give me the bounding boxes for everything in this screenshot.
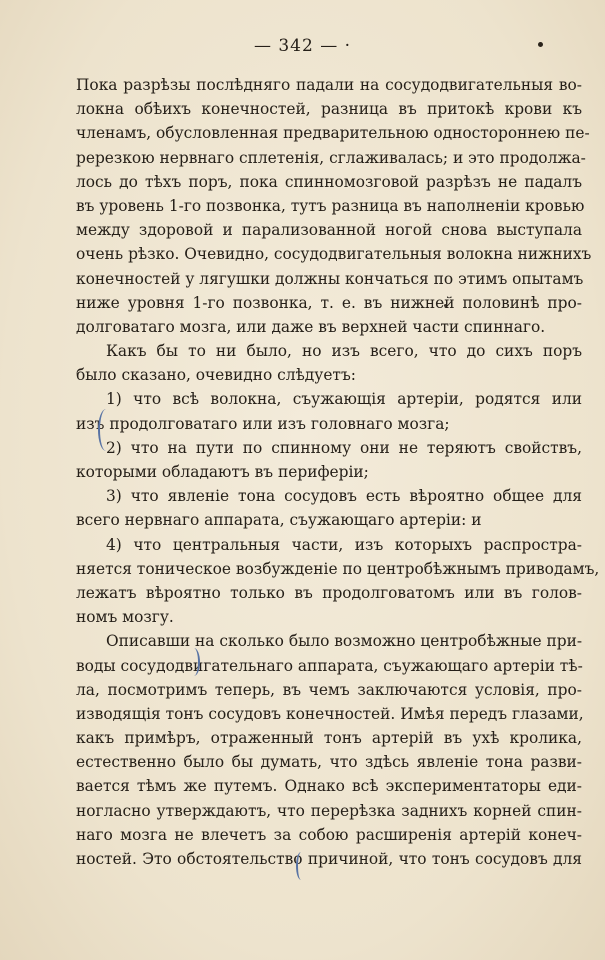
text-line: ностей. Это обстоятельство причиной, что тонъ сосудовъ для	[76, 850, 582, 868]
text-line: воды сосудодвигательнаго аппарата, съужающаго артеріи тѣ-	[76, 656, 583, 675]
text-line: изводящія тонъ сосудовъ конечностей. Имѣя передъ глазами,	[76, 704, 584, 723]
list-item: 4) что центральныя части, изъ которыхъ распростра-	[106, 535, 582, 554]
page-number: — 342 — ·	[253, 36, 352, 56]
text-line: очень рѣзко. Очевидно, сосудодвигательныя волокна нижнихъ	[76, 245, 592, 264]
list-item: 1) что всѣ волокна, съужающія артеріи, родятся или	[106, 390, 582, 409]
text-line: локна обѣихъ конечностей, разница въ притокѣ крови къ	[76, 100, 582, 119]
ink-speck	[538, 42, 543, 47]
text-line: изъ продолговатаго или изъ головнаго мозга;	[76, 414, 450, 433]
text-line: номъ мозгу.	[76, 608, 174, 627]
text-line: какъ примѣръ, отраженный тонъ артерій въ ухѣ кролика,	[76, 729, 582, 748]
text-line: въ уровень 1-го позвонка, тутъ разница въ наполненіи кровью	[76, 196, 585, 215]
text-line: членамъ, обусловленная предварительною одностороннею пе-	[76, 124, 590, 143]
text-line: ла, посмотримъ теперь, въ чемъ заключаются условія, про-	[76, 680, 582, 699]
text-line: долговатаго мозга, или даже въ верхней части спиннаго.	[76, 317, 546, 336]
list-item: 2) что на пути по спинному они не теряютъ свойствъ,	[106, 438, 582, 457]
text-line: которыми обладаютъ въ периферіи;	[76, 463, 369, 481]
text-line: Описавши на сколько было возможно центробѣжные при-	[106, 632, 583, 651]
text-line: лежатъ вѣроятно только въ продолговатомъ или въ голов-	[76, 583, 582, 602]
pen-bracket-mark	[296, 852, 306, 880]
text-line: Пока разрѣзы послѣдняго падали на сосудодвигательныя во-	[76, 76, 582, 94]
text-line: всего нервнаго аппарата, съужающаго артеріи: и	[76, 511, 482, 530]
pen-bracket-mark	[98, 409, 114, 451]
text-line: ногласно утверждаютъ, что перерѣзка заднихъ корней спин-	[76, 801, 582, 820]
text-line: ререзкою нервнаго сплетенія, сглаживалась; и это продолжа-	[76, 148, 586, 167]
text-line: няется тоническое возбужденіе по центробѣжнымъ приводамъ,	[76, 559, 600, 578]
text-line: наго мозга не влечетъ за собою расширенія артерій конеч-	[76, 825, 582, 844]
text-line: естественно было бы думать, что здѣсь явленіе тона разви-	[76, 753, 582, 772]
body-text	[76, 73, 600, 871]
text-line: конечностей у лягушки должны кончаться по этимъ опытамъ	[76, 269, 584, 288]
text-line: лось до тѣхъ поръ, пока спинномозговой разрѣзъ не падалъ	[76, 172, 582, 191]
text-line: ниже уровня 1-го позвонка, т. е. въ нижней половинѣ про-	[76, 293, 582, 312]
text-line: вается тѣмъ же путемъ. Однако всѣ экспериментаторы еди-	[76, 777, 582, 796]
text-line: между здоровой и парализованной ногой снова выступала	[76, 221, 582, 240]
list-item: 3) что явленіе тона сосудовъ есть вѣроятно общее для	[106, 487, 582, 506]
text-line: было сказано, очевидно слѣдуетъ:	[76, 366, 356, 385]
text-line: Какъ бы то ни было, но изъ всего, что до сихъ поръ	[106, 342, 582, 361]
pen-bracket-mark	[188, 648, 200, 676]
